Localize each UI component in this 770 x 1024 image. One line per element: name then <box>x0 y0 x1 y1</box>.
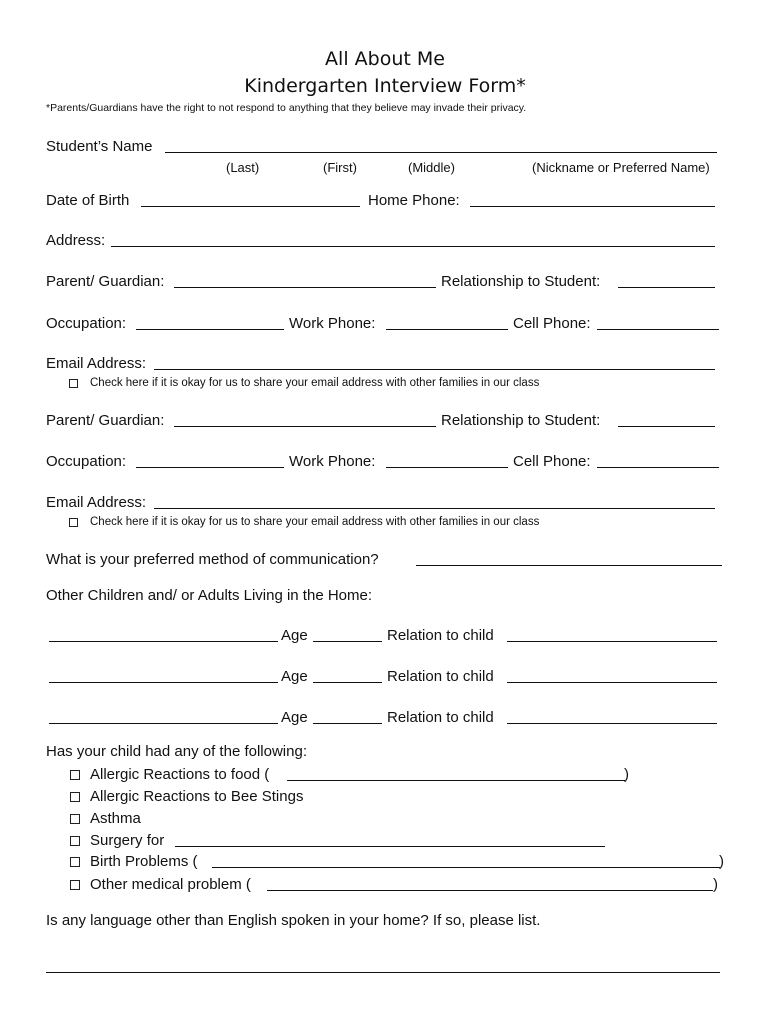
household-age-label: Age <box>281 709 308 726</box>
home-phone-field[interactable] <box>470 192 715 212</box>
parent-guardian-label: Parent/ Guardian: <box>46 412 165 429</box>
privacy-note: *Parents/Guardians have the right to not respond to anything that they believe may invade their privacy. <box>46 102 527 114</box>
sub-label-last: (Last) <box>226 160 260 175</box>
work-phone-label: Work Phone: <box>289 315 376 332</box>
language-field[interactable] <box>46 958 720 978</box>
household-name-field[interactable] <box>49 709 278 729</box>
household-relation-field[interactable] <box>507 668 717 688</box>
medical-checkbox-other[interactable] <box>70 880 80 890</box>
occupation-field[interactable] <box>136 453 284 473</box>
cell-phone-field[interactable] <box>597 315 719 335</box>
food-allergy-field[interactable] <box>287 766 625 786</box>
relationship-label: Relationship to Student: <box>441 273 601 290</box>
household-age-label: Age <box>281 668 308 685</box>
relationship-field[interactable] <box>618 412 715 432</box>
household-age-field[interactable] <box>313 627 382 647</box>
student-name-label: Student’s Name <box>46 138 153 155</box>
relationship-label: Relationship to Student: <box>441 412 601 429</box>
cell-phone-field[interactable] <box>597 453 719 473</box>
birth-problems-field[interactable] <box>212 853 720 873</box>
household-relation-field[interactable] <box>507 709 717 729</box>
parent-guardian-field[interactable] <box>174 273 436 293</box>
work-phone-label: Work Phone: <box>289 453 376 470</box>
occupation-field[interactable] <box>136 315 284 335</box>
household-relation-label: Relation to child <box>387 627 494 644</box>
address-label: Address: <box>46 232 106 249</box>
household-relation-label: Relation to child <box>387 709 494 726</box>
parent-guardian-label: Parent/ Guardian: <box>46 273 165 290</box>
date-of-birth-label: Date of Birth <box>46 192 130 209</box>
language-question: Is any language other than English spoken in your home? If so, please list. <box>46 912 541 929</box>
email-field[interactable] <box>154 355 715 375</box>
household-name-field[interactable] <box>49 668 278 688</box>
occupation-label: Occupation: <box>46 453 127 470</box>
household-age-field[interactable] <box>313 709 382 729</box>
share-email-checkbox[interactable] <box>69 518 78 527</box>
other-children-label: Other Children and/ or Adults Living in the Home: <box>46 587 373 604</box>
relationship-field[interactable] <box>618 273 715 293</box>
sub-label-middle: (Middle) <box>408 160 455 175</box>
student-name-field[interactable] <box>165 138 717 158</box>
communication-label: What is your preferred method of communication? <box>46 551 379 568</box>
work-phone-field[interactable] <box>386 453 508 473</box>
medical-checkbox-bee-stings[interactable] <box>70 792 80 802</box>
form-title-line-2: Kindergarten Interview Form* <box>244 75 526 97</box>
share-email-checkbox[interactable] <box>69 379 78 388</box>
household-age-field[interactable] <box>313 668 382 688</box>
occupation-label: Occupation: <box>46 315 127 332</box>
medical-item-suffix: ) <box>624 766 629 783</box>
cell-phone-label: Cell Phone: <box>513 453 591 470</box>
medical-item-suffix: ) <box>713 876 718 893</box>
email-label: Email Address: <box>46 355 147 372</box>
sub-label-first: (First) <box>323 160 357 175</box>
medical-item-label: Asthma <box>90 810 141 827</box>
medical-item-label: Allergic Reactions to Bee Stings <box>90 788 304 805</box>
email-label: Email Address: <box>46 494 147 511</box>
form-title-line-1: All About Me <box>325 48 445 70</box>
household-age-label: Age <box>281 627 308 644</box>
household-name-field[interactable] <box>49 627 278 647</box>
medical-item-suffix: ) <box>719 853 724 870</box>
parent-guardian-field[interactable] <box>174 412 436 432</box>
other-medical-field[interactable] <box>267 876 713 896</box>
surgery-field[interactable] <box>175 832 605 852</box>
medical-item-label: Other medical problem ( <box>90 876 251 893</box>
date-of-birth-field[interactable] <box>141 192 360 212</box>
household-relation-field[interactable] <box>507 627 717 647</box>
share-email-checkbox-label: Check here if it is okay for us to share your email address with other families in our class <box>90 377 540 389</box>
medical-heading: Has your child had any of the following: <box>46 743 307 760</box>
medical-item-label: Surgery for <box>90 832 165 849</box>
work-phone-field[interactable] <box>386 315 508 335</box>
address-field[interactable] <box>111 232 715 252</box>
sub-label-nickname: (Nickname or Preferred Name) <box>532 160 710 175</box>
share-email-checkbox-label: Check here if it is okay for us to share your email address with other families in our class <box>90 516 540 528</box>
email-field[interactable] <box>154 494 715 514</box>
communication-field[interactable] <box>416 551 722 571</box>
medical-item-label: Allergic Reactions to food ( <box>90 766 270 783</box>
cell-phone-label: Cell Phone: <box>513 315 591 332</box>
medical-checkbox-birth-problems[interactable] <box>70 857 80 867</box>
medical-item-label: Birth Problems ( <box>90 853 198 870</box>
medical-checkbox-food-allergy[interactable] <box>70 770 80 780</box>
medical-checkbox-asthma[interactable] <box>70 814 80 824</box>
medical-checkbox-surgery[interactable] <box>70 836 80 846</box>
home-phone-label: Home Phone: <box>368 192 460 209</box>
household-relation-label: Relation to child <box>387 668 494 685</box>
